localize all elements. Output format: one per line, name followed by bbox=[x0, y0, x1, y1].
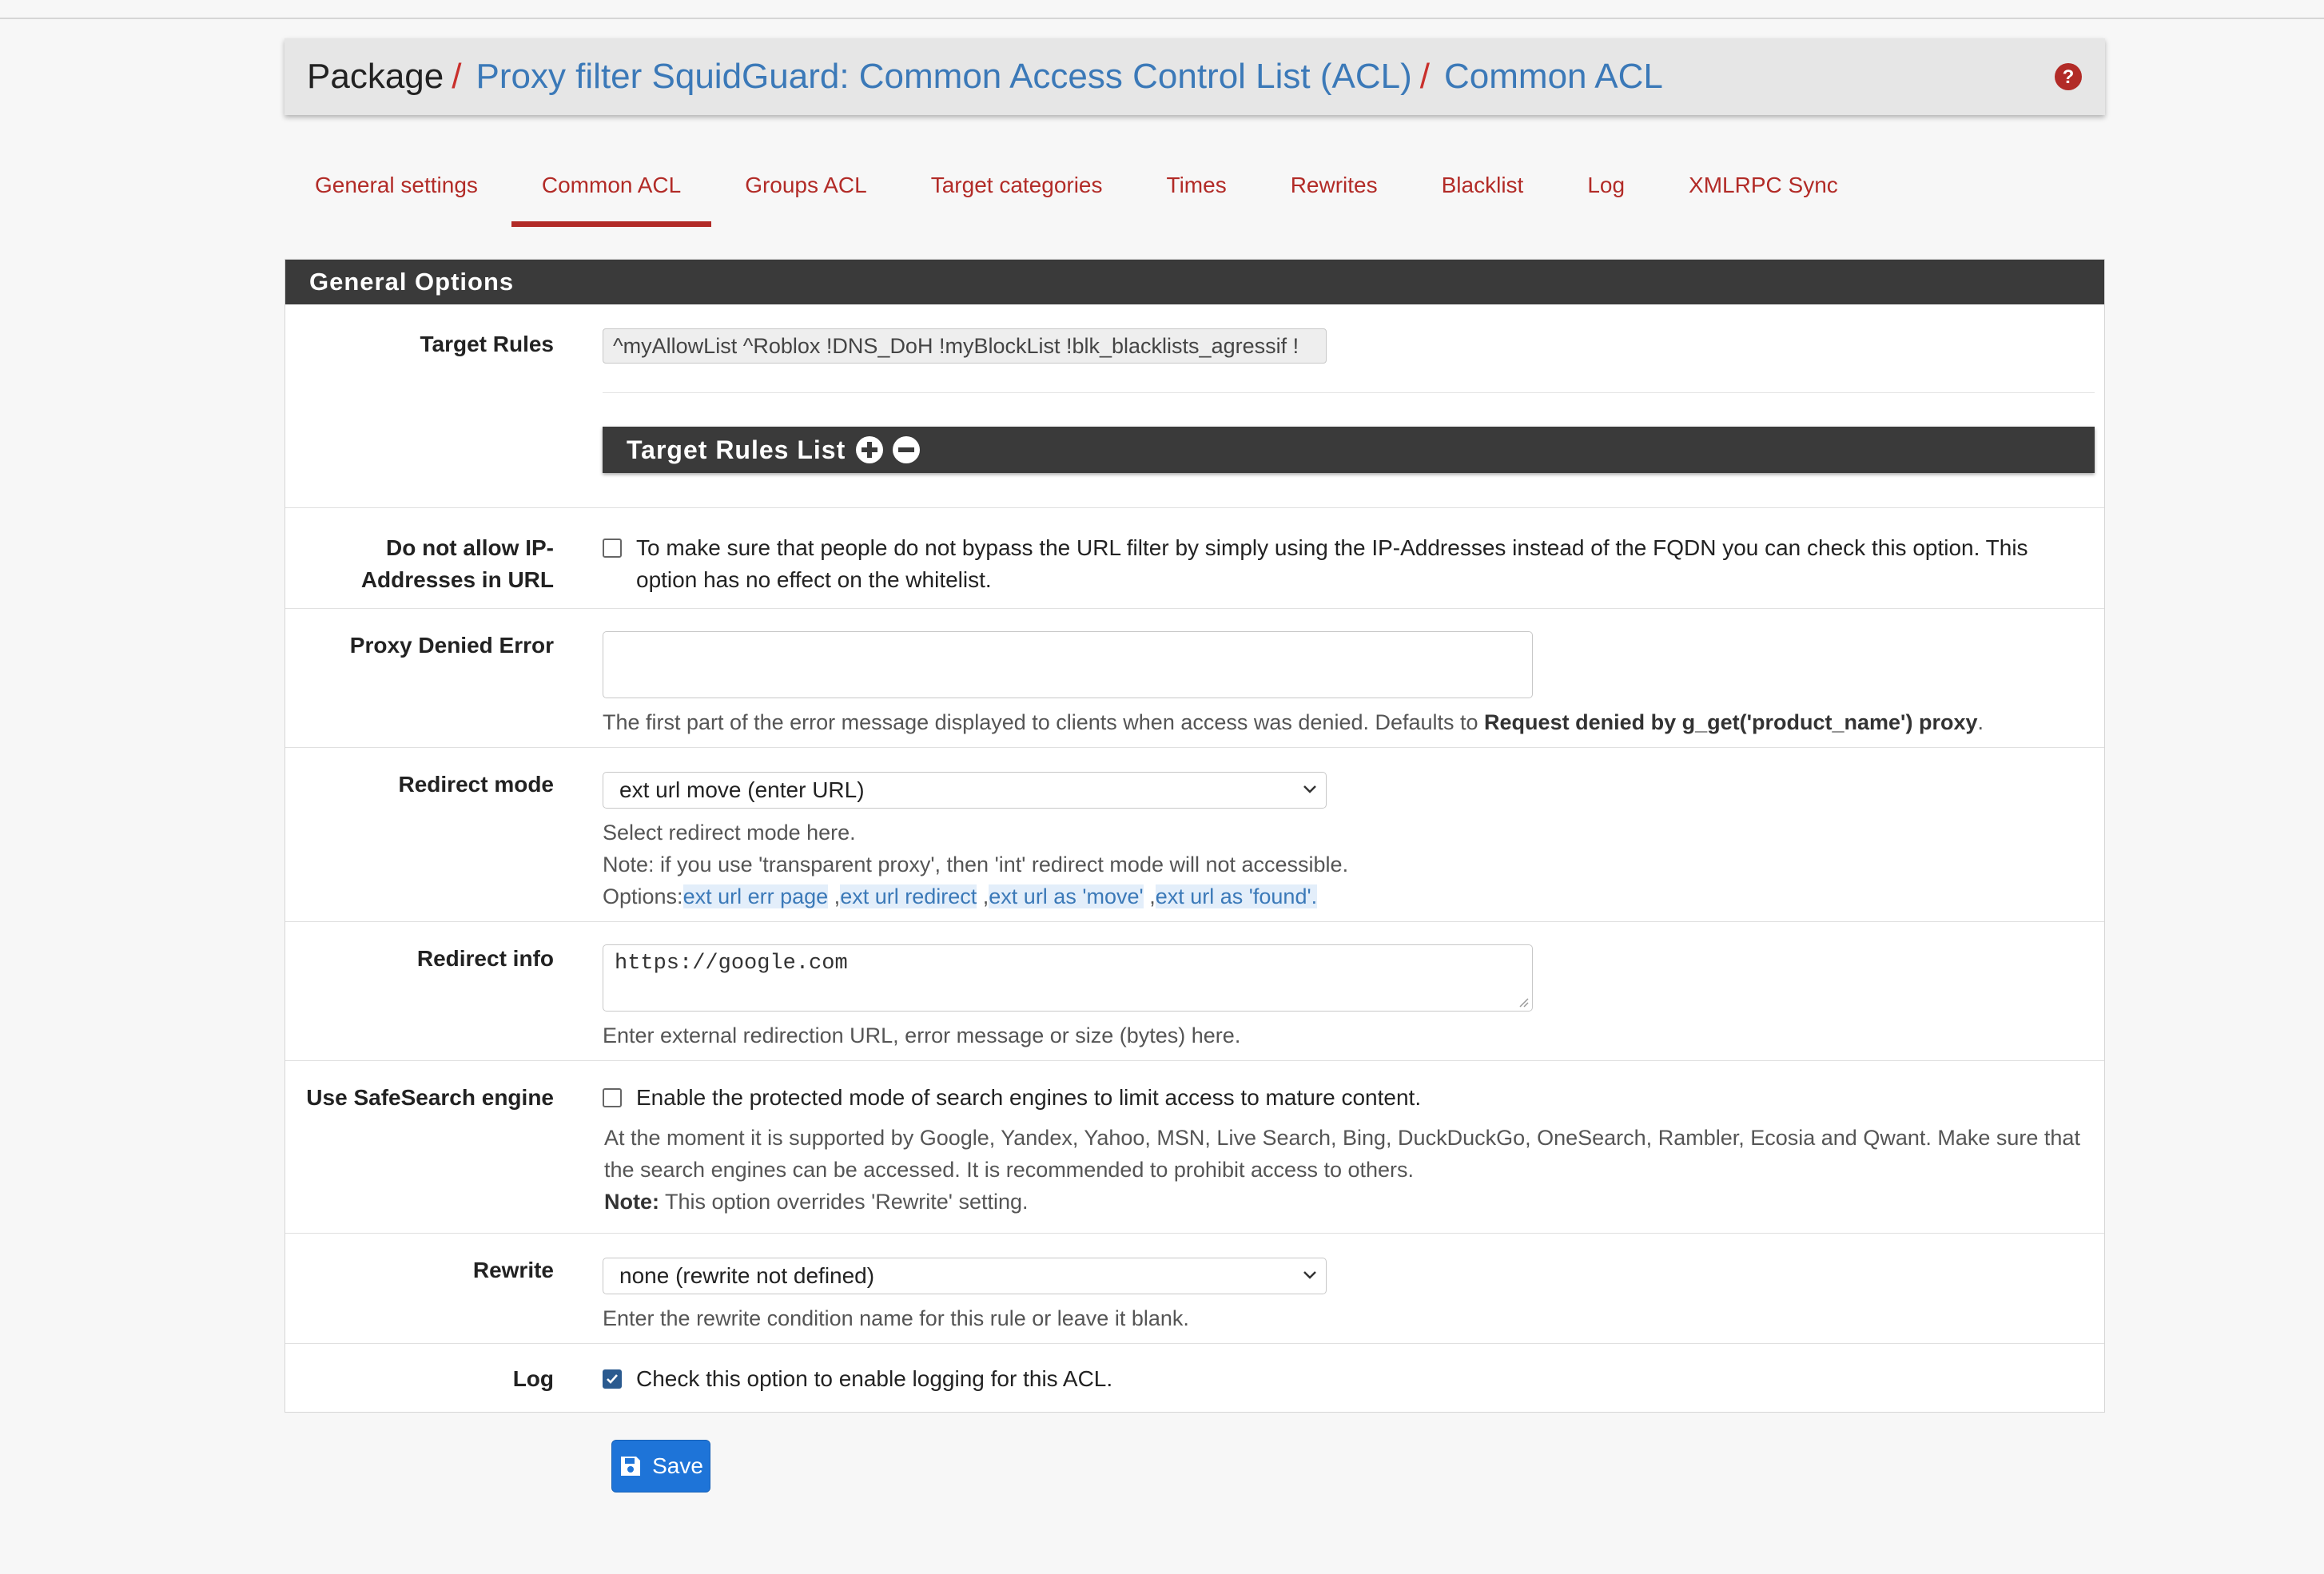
save-button[interactable] bbox=[611, 1440, 710, 1493]
row-proxy-denied-error bbox=[285, 608, 2104, 747]
tab-target-categories[interactable]: Target categories bbox=[930, 173, 1103, 197]
redirect-mode-help1: Select redirect mode here. bbox=[603, 821, 856, 845]
general-options-panel bbox=[285, 259, 2105, 1413]
options-prefix: Options: bbox=[603, 884, 683, 908]
plus-circle-icon[interactable] bbox=[855, 435, 884, 464]
target-rules-input[interactable]: ^myAllowList ^Roblox !DNS_DoH !myBlockList !blk_blacklists_agressif ! bbox=[603, 328, 1327, 364]
row-target-rules bbox=[285, 304, 2104, 512]
redirect-mode-help2: Note: if you use 'transparent proxy', then 'int' redirect mode will not accessible. bbox=[603, 853, 1349, 876]
rewrite-select[interactable] bbox=[603, 1258, 1327, 1294]
option-ext-url-move[interactable]: ext url as 'move' bbox=[989, 884, 1144, 908]
log-label: Log bbox=[512, 1366, 554, 1391]
breadcrumb-separator: / bbox=[452, 57, 462, 96]
redirect-info-label: Redirect info bbox=[416, 946, 554, 971]
target-rules-list-title: Target Rules List bbox=[627, 435, 846, 464]
tab-times[interactable]: Times bbox=[1166, 173, 1227, 197]
tab-rewrites[interactable]: Rewrites bbox=[1290, 173, 1378, 197]
tab-common-acl[interactable]: Common ACL bbox=[511, 163, 711, 227]
save-button-label: Save bbox=[652, 1453, 703, 1478]
no-ip-checkbox[interactable] bbox=[603, 539, 622, 558]
breadcrumb-link-acl[interactable]: Proxy filter SquidGuard: Common Access Control List (ACL) bbox=[476, 57, 1412, 96]
tab-bar bbox=[285, 163, 1872, 227]
breadcrumb bbox=[285, 38, 2105, 115]
rewrite-value: none (rewrite not defined) bbox=[619, 1263, 875, 1288]
proxy-denied-label: Proxy Denied Error bbox=[349, 633, 554, 658]
top-divider bbox=[0, 18, 2324, 19]
breadcrumb-link-common-acl[interactable]: Common ACL bbox=[1444, 57, 1663, 96]
target-rules-list-header bbox=[603, 427, 2095, 473]
row-rewrite bbox=[285, 1233, 2104, 1343]
help-icon[interactable] bbox=[2054, 62, 2083, 91]
no-ip-label-line2: Addresses in URL bbox=[360, 567, 554, 592]
safesearch-note-label: Note: bbox=[604, 1190, 659, 1214]
breadcrumb-separator: / bbox=[1419, 57, 1431, 96]
chevron-down-icon bbox=[1302, 784, 1318, 795]
svg-text:?: ? bbox=[2062, 66, 2075, 88]
redirect-mode-value: ext url move (enter URL) bbox=[619, 777, 865, 802]
row-log bbox=[285, 1343, 2104, 1412]
divider bbox=[603, 392, 2095, 393]
redirect-mode-options bbox=[603, 880, 2095, 912]
option-ext-url-redirect[interactable]: ext url redirect bbox=[840, 884, 977, 908]
redirect-info-textarea[interactable] bbox=[603, 944, 1533, 1012]
panel-title: General Options bbox=[285, 260, 2104, 304]
redirect-mode-label: Redirect mode bbox=[398, 772, 554, 797]
proxy-denied-help bbox=[603, 706, 2095, 738]
breadcrumb-package: Package bbox=[307, 57, 444, 96]
option-ext-url-err-page[interactable]: ext url err page bbox=[682, 884, 829, 908]
rewrite-help: Enter the rewrite condition name for this rule or leave it blank. bbox=[603, 1306, 1189, 1330]
tab-groups-acl[interactable]: Groups ACL bbox=[745, 173, 867, 197]
options-separator: , bbox=[834, 884, 841, 908]
tab-xmlrpc-sync[interactable]: XMLRPC Sync bbox=[1689, 173, 1838, 197]
safesearch-note bbox=[603, 1186, 2095, 1218]
row-redirect-mode bbox=[285, 747, 2104, 921]
chevron-down-icon bbox=[1302, 1270, 1318, 1281]
redirect-mode-select[interactable] bbox=[603, 772, 1327, 809]
tab-blacklist[interactable]: Blacklist bbox=[1441, 173, 1524, 197]
proxy-denied-help-suffix: . bbox=[1977, 710, 1984, 734]
no-ip-label-line1: Do not allow IP- bbox=[386, 535, 554, 560]
redirect-info-value: https://google.com bbox=[615, 952, 848, 976]
no-ip-label bbox=[282, 532, 554, 596]
proxy-denied-textarea[interactable] bbox=[603, 631, 1533, 698]
row-redirect-info bbox=[285, 921, 2104, 1060]
tab-log[interactable]: Log bbox=[1587, 173, 1626, 197]
log-description: Check this option to enable logging for this ACL. bbox=[636, 1366, 1113, 1391]
minus-circle-icon[interactable] bbox=[892, 435, 921, 464]
safesearch-help: At the moment it is supported by Google, Yandex, Yahoo, MSN, Live Search, Bing, DuckDuckGo, OneSearch, Rambler, Ecosia and Qwant. Make sure that the search engines can be accessed. It is recommended to prohibit access to others. bbox=[604, 1126, 2080, 1182]
options-separator: , bbox=[1149, 884, 1156, 908]
tab-general-settings[interactable]: General settings bbox=[315, 173, 478, 197]
log-checkbox[interactable] bbox=[603, 1369, 622, 1389]
safesearch-note-text: This option overrides 'Rewrite' setting. bbox=[659, 1190, 1029, 1214]
row-no-ip-addresses bbox=[285, 507, 2104, 608]
option-ext-url-found[interactable]: ext url as 'found'. bbox=[1155, 884, 1318, 908]
target-rules-label: Target Rules bbox=[420, 332, 554, 356]
row-safesearch bbox=[285, 1060, 2104, 1233]
safesearch-checkbox[interactable] bbox=[603, 1088, 622, 1107]
resize-grip-icon[interactable] bbox=[1518, 996, 1529, 1008]
checkmark-icon bbox=[606, 1373, 619, 1385]
floppy-disk-icon bbox=[619, 1454, 643, 1478]
proxy-denied-default: Request denied by g_get('product_name') proxy bbox=[1484, 710, 1978, 734]
rewrite-label: Rewrite bbox=[472, 1258, 554, 1282]
safesearch-label: Use SafeSearch engine bbox=[306, 1085, 554, 1110]
options-separator: , bbox=[982, 884, 989, 908]
no-ip-description: To make sure that people do not bypass the URL filter by simply using the IP-Addresses instead of the FQDN you can check this option. This option has no effect on the whitelist. bbox=[636, 535, 2028, 592]
redirect-info-help: Enter external redirection URL, error message or size (bytes) here. bbox=[603, 1023, 1241, 1047]
proxy-denied-help-text: The first part of the error message displayed to clients when access was denied. Defaults to bbox=[603, 710, 1485, 734]
safesearch-description: Enable the protected mode of search engines to limit access to mature content. bbox=[636, 1085, 1422, 1110]
